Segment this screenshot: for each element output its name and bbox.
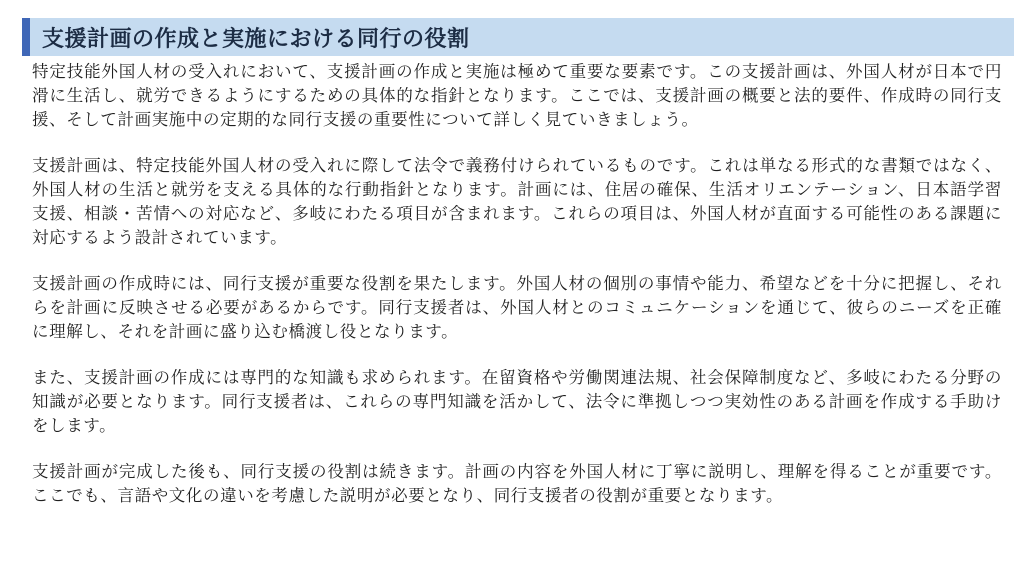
- paragraph-expertise: また、支援計画の作成には専門的な知識も求められます。在留資格や労働関連法規、社会保障制度など、多岐にわたる分野の知識が必要となります。同行支援者は、これらの専門知識を活かして、法令に準拠しつつ実効性のある計画を作成する手助けをします。: [32, 368, 1002, 435]
- slide-title: 支援計画の作成と実施における同行の役割: [42, 26, 470, 52]
- slide-body: [32, 60, 1002, 530]
- paragraph-support-plan-overview: 支援計画は、特定技能外国人材の受入れに際して法令で義務付けられているものです。これは単なる形式的な書類ではなく、外国人材の生活と就労を支える具体的な行動指針となります。計画には、住居の確保、生活オリエンテーション、日本語学習支援、相談・苦情への対応など、多岐にわたる項目が含まれます。これらの項目は、外国人材が直面する可能性のある課題に対応するよう設計されています。: [32, 156, 1002, 247]
- slide-title-bar: [22, 18, 1014, 56]
- paragraph-intro: 特定技能外国人材の受入れにおいて、支援計画の作成と実施は極めて重要な要素です。この支援計画は、外国人材が日本で円滑に生活し、就労できるようにするための具体的な指針となります。ここでは、支援計画の概要と法的要件、作成時の同行支援、そして計画実施中の定期的な同行支援の重要性について詳しく見ていきましょう。: [32, 62, 1002, 129]
- paragraph-accompaniment-role: 支援計画の作成時には、同行支援が重要な役割を果たします。外国人材の個別の事情や能力、希望などを十分に把握し、それらを計画に反映させる必要があるからです。同行支援者は、外国人材とのコミュニケーションを通じて、彼らのニーズを正確に理解し、それを計画に盛り込む橋渡し役となります。: [32, 274, 1002, 341]
- paragraph-after-completion: 支援計画が完成した後も、同行支援の役割は続きます。計画の内容を外国人材に丁寧に説明し、理解を得ることが重要です。ここでも、言語や文化の違いを考慮した説明が必要となり、同行支援者の役割が重要となります。: [32, 462, 1002, 505]
